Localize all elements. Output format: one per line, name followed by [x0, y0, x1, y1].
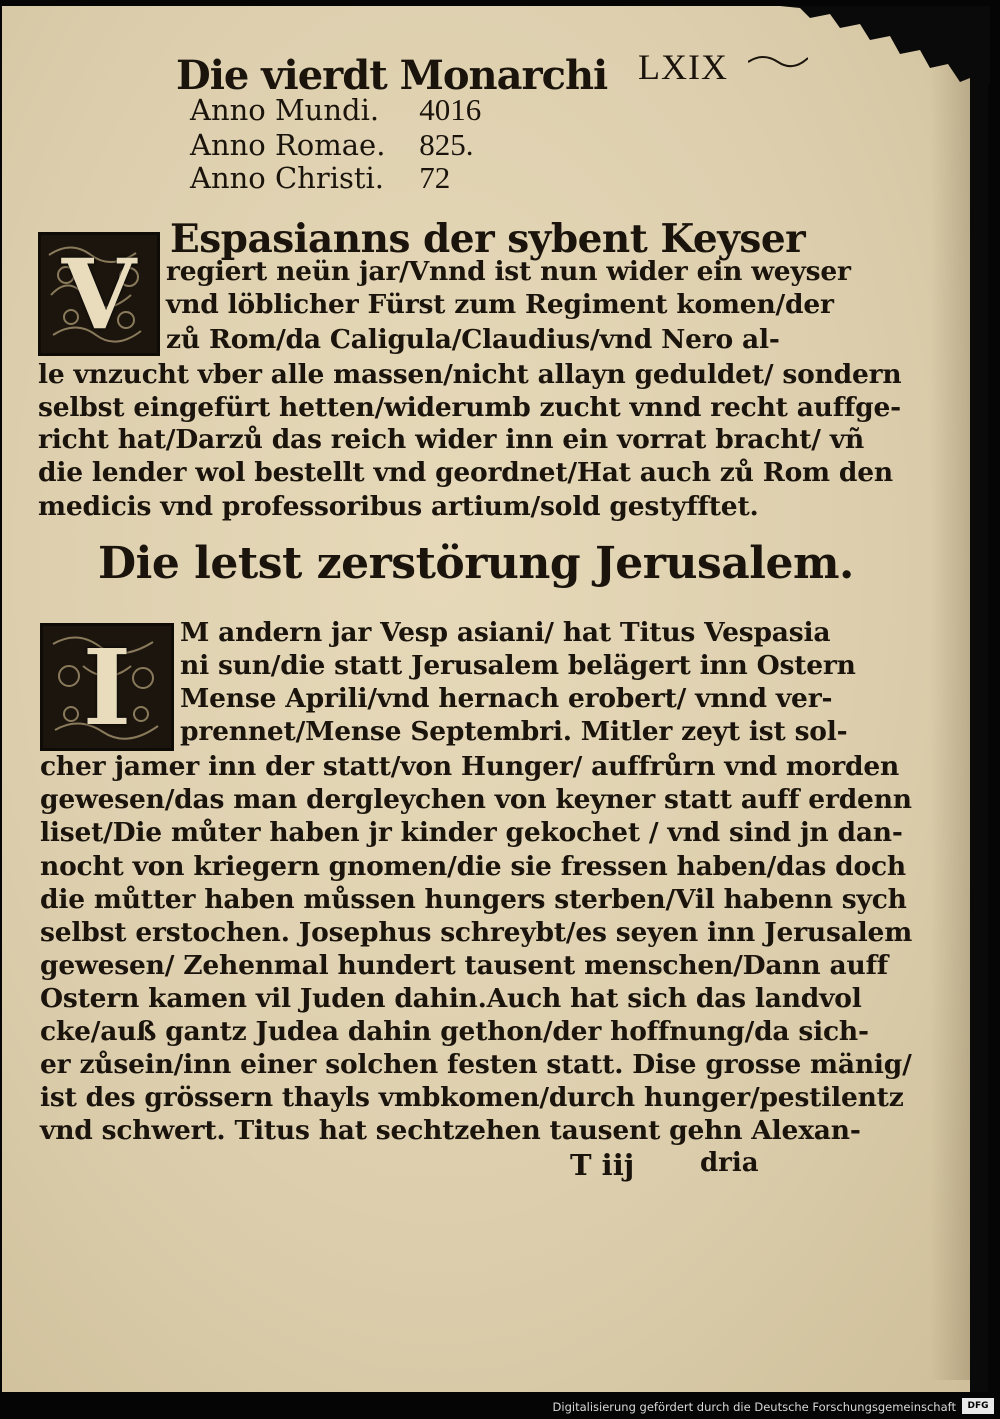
text-line: ni sun/die statt Jerusalem belägert inn Ostern: [180, 650, 856, 681]
text-line: Mense Aprili/vnd hernach erobert/ vnnd ver-: [180, 683, 833, 714]
text-line: die můtter haben můssen hungers sterben/Vil habenn sych: [40, 884, 907, 915]
section2-heading: Die letst zerstörung Jerusalem.: [98, 538, 854, 589]
decorated-initial-v: [38, 232, 160, 356]
text-line: er zůsein/inn einer solchen festen statt. Dise grosse mänig/: [40, 1049, 912, 1080]
text-line: richt hat/Darzů das reich wider inn ein vorrat bracht/ vñ: [38, 424, 865, 455]
signature-mark: T iij: [570, 1148, 635, 1182]
section1-heading: Espasianns der sybent Keyser: [170, 216, 806, 262]
text-line: selbst eingefürt hetten/widerumb zucht vnnd recht auffge-: [38, 392, 901, 423]
anno-christi-row: [190, 160, 450, 194]
anno-romae-row: [190, 127, 473, 161]
anno-mundi-value: 4016: [419, 92, 482, 127]
text-line: nocht von kriegern gnomen/die sie fressen haben/das doch: [40, 851, 906, 882]
text-line: gewesen/das man dergleychen von keyner statt auff erdenn: [40, 784, 912, 815]
anno-romae-label: Anno Romae.: [190, 128, 386, 162]
text-line: cher jamer inn der statt/von Hunger/ auffrůrn vnd morden: [40, 751, 900, 782]
anno-christi-label: Anno Christi.: [190, 161, 385, 195]
text-line: liset/Die můter haben jr kinder gekochet / vnd sind jn dan-: [40, 817, 903, 848]
text-line: medicis vnd professoribus artium/sold gestyfftet.: [38, 491, 759, 522]
anno-mundi-label: Anno Mundi.: [190, 93, 380, 127]
initial-letter: V: [61, 237, 137, 351]
digitization-credit: Digitalisierung gefördert durch die Deutsche Forschungsgemeinschaft: [552, 1400, 956, 1414]
text-line: zů Rom/da Caligula/Claudius/vnd Nero al-: [166, 324, 780, 355]
text-line: vnd löblicher Fürst zum Regiment komen/der: [166, 289, 834, 320]
text-line: cke/auß gantz Judea dahin gethon/der hoffnung/da sich-: [40, 1016, 869, 1047]
initial-letter: I: [82, 625, 132, 749]
text-line: die lender wol bestellt vnd geordnet/Hat auch zů Rom den: [38, 457, 893, 488]
text-line: regiert neün jar/Vnnd ist nun wider ein weyser: [166, 256, 851, 287]
decorated-initial-i: [40, 623, 174, 751]
dfg-logo: DFG: [962, 1398, 994, 1414]
anno-christi-value: 72: [419, 160, 451, 195]
folio-number: LXIX: [638, 47, 728, 87]
anno-mundi-row: [190, 92, 481, 126]
text-line: prennet/Mense Septembri. Mitler zeyt ist sol-: [180, 716, 848, 747]
running-title: Die vierdt Monarchi: [176, 52, 608, 99]
page-edge-shadow: [930, 20, 970, 1380]
text-line: gewesen/ Zehenmal hundert tausent menschen/Dann auff: [40, 950, 888, 981]
text-line: vnd schwert. Titus hat sechtzehen tausent gehn Alexan-: [40, 1115, 861, 1146]
text-line: ist des grössern thayls vmbkomen/durch hunger/pestilentz: [40, 1082, 904, 1113]
catchword: dria: [700, 1148, 759, 1178]
text-line: Ostern kamen vil Juden dahin.Auch hat sich das landvol: [40, 983, 862, 1014]
text-line: selbst erstochen. Josephus schreybt/es seyen inn Jerusalem: [40, 917, 913, 948]
folio-flourish: [748, 50, 808, 70]
text-line: M andern jar Vesp asiani/ hat Titus Vespasia: [180, 617, 831, 648]
anno-romae-value: 825.: [419, 127, 474, 162]
text-line: le vnzucht vber alle massen/nicht allayn geduldet/ sondern: [38, 359, 902, 390]
